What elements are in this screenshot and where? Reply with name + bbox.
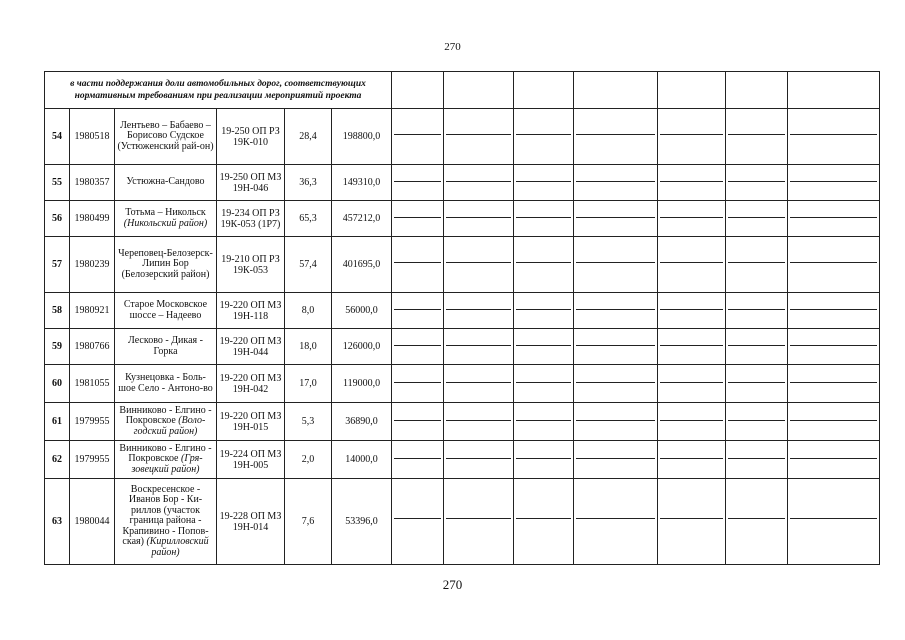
- empty-cell: [444, 109, 514, 165]
- empty-cell: [574, 109, 658, 165]
- cell-divider: [516, 345, 571, 346]
- cell-divider: [728, 382, 785, 383]
- empty-cell: [514, 479, 574, 565]
- empty-cell: [726, 109, 788, 165]
- road-name: Устюжна-Сандово: [126, 176, 205, 188]
- cell-divider: [394, 217, 441, 218]
- row-number: 57: [45, 237, 70, 293]
- road-cost: 119000,0: [332, 365, 392, 403]
- empty-cell: [514, 201, 574, 237]
- road-name: Воскресенское - Иванов Бор - Ки-риллов (участок граница района - Крапивино - Попов-ская): [122, 483, 209, 548]
- road-district: (Кирилловский район): [146, 536, 209, 558]
- cell-divider: [660, 309, 723, 310]
- empty-cell: [658, 237, 726, 293]
- road-name-cell: [115, 237, 217, 293]
- cell-divider: [790, 262, 877, 263]
- cell-divider: [516, 382, 571, 383]
- cell-divider: [516, 134, 571, 135]
- row-number: 63: [45, 479, 70, 565]
- road-length: 36,3: [285, 165, 332, 201]
- table-row: [45, 479, 880, 565]
- table-row: [45, 329, 880, 365]
- cell-divider: [790, 420, 877, 421]
- cell-divider: [446, 420, 511, 421]
- road-district: (Воло-годский район): [133, 415, 206, 437]
- road-length: 7,6: [285, 479, 332, 565]
- cell-divider: [790, 518, 877, 519]
- road-name: Кузнецовка - Боль-шое Село - Антоно-во: [118, 372, 213, 394]
- road-length: 17,0: [285, 365, 332, 403]
- empty-cell: [788, 329, 880, 365]
- row-number: 59: [45, 329, 70, 365]
- road-cost: 14000,0: [332, 441, 392, 479]
- road-length: 28,4: [285, 109, 332, 165]
- empty-cell: [444, 479, 514, 565]
- road-length: 2,0: [285, 441, 332, 479]
- empty-cell: [392, 329, 444, 365]
- empty-cell: [392, 109, 444, 165]
- cell-divider: [394, 309, 441, 310]
- empty-cell: [444, 293, 514, 329]
- road-name-cell: [115, 329, 217, 365]
- row-number: 55: [45, 165, 70, 201]
- empty-cell: [788, 237, 880, 293]
- cell-divider: [790, 345, 877, 346]
- road-name-cell: [115, 165, 217, 201]
- table-row: [45, 403, 880, 441]
- table-row: [45, 165, 880, 201]
- road-identifier: 19-224 ОП МЗ 19Н-005: [217, 441, 285, 479]
- empty-cell: [392, 165, 444, 201]
- cell-divider: [446, 382, 511, 383]
- empty-cell: [726, 365, 788, 403]
- empty-cell: [514, 293, 574, 329]
- empty-cell: [658, 479, 726, 565]
- empty-cell: [658, 403, 726, 441]
- cell-divider: [728, 309, 785, 310]
- road-identifier: 19-234 ОП РЗ 19К-053 (1Р7): [217, 201, 285, 237]
- empty-cell: [658, 441, 726, 479]
- cell-divider: [576, 217, 655, 218]
- empty-cell: [788, 403, 880, 441]
- table-row: [45, 237, 880, 293]
- empty-cell: [514, 165, 574, 201]
- empty-cell: [574, 165, 658, 201]
- cell-divider: [576, 420, 655, 421]
- empty-cell: [444, 329, 514, 365]
- empty-cell: [574, 479, 658, 565]
- cell-divider: [660, 181, 723, 182]
- road-identifier: 19-220 ОП МЗ 19Н-118: [217, 293, 285, 329]
- road-code: 1980239: [70, 237, 115, 293]
- road-code: 1980499: [70, 201, 115, 237]
- road-identifier: 19-210 ОП РЗ 19К-053: [217, 237, 285, 293]
- table-row: [45, 201, 880, 237]
- empty-cell: [444, 72, 514, 109]
- road-code: 1980921: [70, 293, 115, 329]
- section-caption-row: [45, 72, 880, 109]
- empty-cell: [514, 72, 574, 109]
- empty-cell: [788, 293, 880, 329]
- empty-cell: [514, 109, 574, 165]
- cell-divider: [516, 217, 571, 218]
- empty-cell: [574, 72, 658, 109]
- empty-cell: [514, 329, 574, 365]
- cell-divider: [660, 420, 723, 421]
- cell-divider: [660, 262, 723, 263]
- empty-cell: [658, 365, 726, 403]
- empty-cell: [658, 109, 726, 165]
- cell-divider: [660, 518, 723, 519]
- empty-cell: [788, 109, 880, 165]
- road-identifier: 19-220 ОП МЗ 19Н-015: [217, 403, 285, 441]
- cell-divider: [660, 134, 723, 135]
- road-code: 1980518: [70, 109, 115, 165]
- cell-divider: [516, 309, 571, 310]
- cell-divider: [576, 134, 655, 135]
- empty-cell: [444, 365, 514, 403]
- cell-divider: [446, 458, 511, 459]
- cell-divider: [728, 217, 785, 218]
- road-identifier: 19-220 ОП МЗ 19Н-042: [217, 365, 285, 403]
- table-row: [45, 293, 880, 329]
- road-cost: 198800,0: [332, 109, 392, 165]
- empty-cell: [658, 165, 726, 201]
- page-number-top: 270: [444, 41, 461, 53]
- road-name-cell: [115, 365, 217, 403]
- empty-cell: [514, 237, 574, 293]
- cell-divider: [394, 181, 441, 182]
- empty-cell: [514, 365, 574, 403]
- road-identifier: 19-228 ОП МЗ 19Н-014: [217, 479, 285, 565]
- cell-divider: [446, 134, 511, 135]
- table-row: [45, 109, 880, 165]
- cell-divider: [394, 420, 441, 421]
- empty-cell: [788, 72, 880, 109]
- row-number: 54: [45, 109, 70, 165]
- cell-divider: [660, 345, 723, 346]
- empty-cell: [392, 479, 444, 565]
- road-cost: 149310,0: [332, 165, 392, 201]
- empty-cell: [788, 201, 880, 237]
- cell-divider: [446, 262, 511, 263]
- cell-divider: [728, 181, 785, 182]
- empty-cell: [444, 201, 514, 237]
- road-name: Тотьма – Никольск: [125, 207, 206, 218]
- empty-cell: [444, 165, 514, 201]
- empty-cell: [658, 293, 726, 329]
- cell-divider: [446, 181, 511, 182]
- road-code: 1979955: [70, 441, 115, 479]
- road-cost: 401695,0: [332, 237, 392, 293]
- cell-divider: [394, 518, 441, 519]
- empty-cell: [574, 201, 658, 237]
- cell-divider: [394, 382, 441, 383]
- empty-cell: [574, 441, 658, 479]
- cell-divider: [516, 181, 571, 182]
- road-code: 1980766: [70, 329, 115, 365]
- cell-divider: [728, 458, 785, 459]
- empty-cell: [444, 441, 514, 479]
- cell-divider: [728, 420, 785, 421]
- cell-divider: [576, 382, 655, 383]
- empty-cell: [788, 365, 880, 403]
- road-code: 1980044: [70, 479, 115, 565]
- road-cost: 457212,0: [332, 201, 392, 237]
- empty-cell: [658, 72, 726, 109]
- road-district: (Гря-зовецкий район): [131, 453, 203, 475]
- empty-cell: [726, 293, 788, 329]
- cell-divider: [660, 217, 723, 218]
- empty-cell: [788, 165, 880, 201]
- road-name: Лесково - Дикая - Горка: [128, 335, 203, 357]
- empty-cell: [726, 165, 788, 201]
- cell-divider: [516, 262, 571, 263]
- empty-cell: [726, 441, 788, 479]
- cell-divider: [394, 458, 441, 459]
- empty-cell: [658, 201, 726, 237]
- cell-divider: [516, 458, 571, 459]
- road-code: 1979955: [70, 403, 115, 441]
- empty-cell: [726, 201, 788, 237]
- cell-divider: [576, 181, 655, 182]
- empty-cell: [392, 237, 444, 293]
- road-name: Старое Московское шоссе – Надеево: [123, 299, 208, 321]
- section-caption: в части поддержания доли автомобильных дорог, соответствующих нормативным требованиям при реализации мероприятий проекта: [45, 72, 392, 109]
- cell-divider: [516, 420, 571, 421]
- empty-cell: [392, 365, 444, 403]
- row-number: 61: [45, 403, 70, 441]
- road-name-cell: [115, 109, 217, 165]
- road-identifier: 19-250 ОП МЗ 19Н-046: [217, 165, 285, 201]
- road-length: 18,0: [285, 329, 332, 365]
- cell-divider: [576, 518, 655, 519]
- row-number: 56: [45, 201, 70, 237]
- road-name: Винниково - Елгино - Покровское: [119, 442, 212, 465]
- road-name-cell: [115, 441, 217, 479]
- empty-cell: [726, 403, 788, 441]
- empty-cell: [726, 237, 788, 293]
- empty-cell: [788, 479, 880, 565]
- road-code: 1980357: [70, 165, 115, 201]
- cell-divider: [446, 518, 511, 519]
- cell-divider: [790, 382, 877, 383]
- row-number: 60: [45, 365, 70, 403]
- cell-divider: [790, 217, 877, 218]
- road-name: Винниково - Елгино - Покровское: [119, 404, 212, 427]
- road-length: 5,3: [285, 403, 332, 441]
- road-district: (Никольский район): [123, 217, 208, 229]
- cell-divider: [394, 134, 441, 135]
- empty-cell: [658, 329, 726, 365]
- cell-divider: [576, 309, 655, 310]
- cell-divider: [790, 181, 877, 182]
- cell-divider: [576, 345, 655, 346]
- cell-divider: [516, 518, 571, 519]
- empty-cell: [392, 72, 444, 109]
- cell-divider: [446, 309, 511, 310]
- empty-cell: [574, 403, 658, 441]
- empty-cell: [788, 441, 880, 479]
- cell-divider: [790, 134, 877, 135]
- cell-divider: [576, 458, 655, 459]
- road-length: 8,0: [285, 293, 332, 329]
- cell-divider: [728, 345, 785, 346]
- road-identifier: 19-220 ОП МЗ 19Н-044: [217, 329, 285, 365]
- table-row: [45, 441, 880, 479]
- empty-cell: [392, 201, 444, 237]
- row-number: 58: [45, 293, 70, 329]
- cell-divider: [790, 309, 877, 310]
- cell-divider: [394, 345, 441, 346]
- road-name-cell: [115, 293, 217, 329]
- road-cost: 56000,0: [332, 293, 392, 329]
- road-length: 65,3: [285, 201, 332, 237]
- cell-divider: [446, 345, 511, 346]
- road-cost: 53396,0: [332, 479, 392, 565]
- row-number: 62: [45, 441, 70, 479]
- empty-cell: [514, 403, 574, 441]
- road-identifier: 19-250 ОП РЗ 19К-010: [217, 109, 285, 165]
- empty-cell: [726, 479, 788, 565]
- road-name-cell: [115, 479, 217, 565]
- cell-divider: [728, 262, 785, 263]
- empty-cell: [574, 329, 658, 365]
- road-projects-table: [44, 71, 880, 565]
- cell-divider: [728, 518, 785, 519]
- road-cost: 36890,0: [332, 403, 392, 441]
- empty-cell: [574, 237, 658, 293]
- road-length: 57,4: [285, 237, 332, 293]
- cell-divider: [394, 262, 441, 263]
- road-name: Череповец-Белозерск-Липин Бор (Белозерский район): [118, 247, 213, 280]
- road-name-cell: [115, 403, 217, 441]
- road-name: Лентьево – Бабаево – Борисово Судское (Устюженский рай-он): [117, 119, 214, 152]
- empty-cell: [726, 329, 788, 365]
- page-number-bottom: 270: [442, 577, 463, 592]
- empty-cell: [444, 237, 514, 293]
- empty-cell: [392, 403, 444, 441]
- cell-divider: [790, 458, 877, 459]
- cell-divider: [660, 458, 723, 459]
- road-code: 1981055: [70, 365, 115, 403]
- empty-cell: [392, 293, 444, 329]
- road-name-cell: [115, 201, 217, 237]
- cell-divider: [728, 134, 785, 135]
- cell-divider: [660, 382, 723, 383]
- empty-cell: [514, 441, 574, 479]
- empty-cell: [392, 441, 444, 479]
- cell-divider: [446, 217, 511, 218]
- empty-cell: [574, 365, 658, 403]
- empty-cell: [444, 403, 514, 441]
- road-cost: 126000,0: [332, 329, 392, 365]
- empty-cell: [726, 72, 788, 109]
- cell-divider: [576, 262, 655, 263]
- table-row: [45, 365, 880, 403]
- empty-cell: [574, 293, 658, 329]
